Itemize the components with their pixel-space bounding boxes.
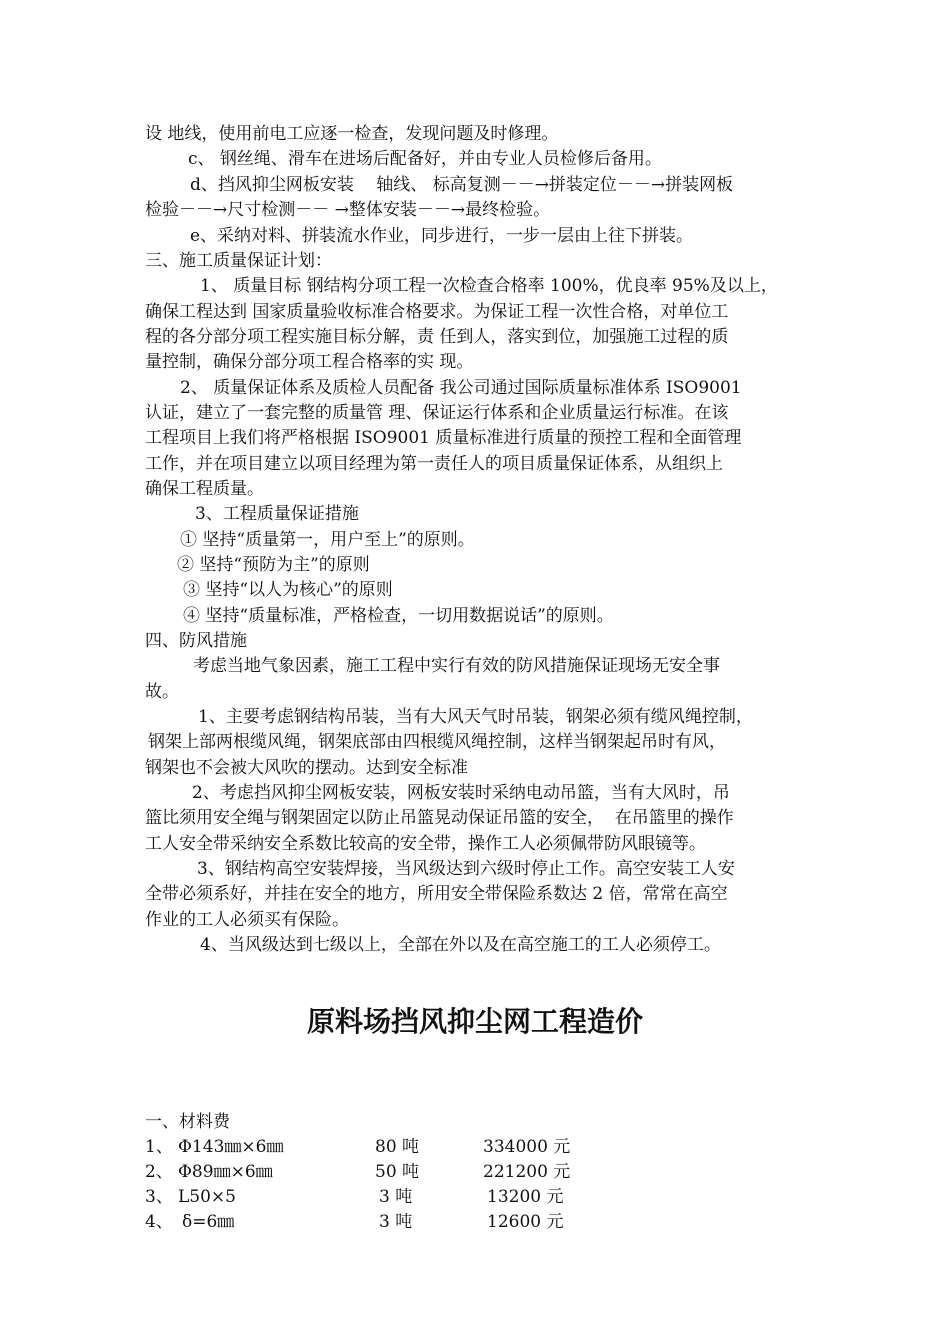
row-price: 12600 元 xyxy=(487,1212,564,1232)
body-line: 1、主要考虑钢结构吊装，当有大风天气时吊装，钢架必须有缆风绳控制， xyxy=(198,707,753,727)
body-line: 作业的工人必须买有保险。 xyxy=(145,910,349,930)
body-line: 3、工程质量保证措施 xyxy=(195,504,359,524)
row-price: 334000 元 xyxy=(483,1137,571,1157)
body-line: 设 地线，使用前电工应逐一检查，发现问题及时修理。 xyxy=(145,124,559,144)
row-spec: L50×5 xyxy=(178,1187,236,1207)
row-price: 221200 元 xyxy=(483,1162,571,1182)
body-line: 考虑当地气象因素，施工工程中实行有效的防风措施保证现场无安全事 xyxy=(193,656,720,676)
list-item: ③ 坚持“以人为核心”的原则 xyxy=(183,580,393,600)
row-spec: δ=6㎜ xyxy=(182,1212,235,1232)
row-quantity: 50 吨 xyxy=(375,1162,420,1182)
body-line: 程的各分部分项工程实施目标分解，责 任到人，落实到位，加强施工过程的质 xyxy=(145,327,729,347)
body-line: 2、 质量保证体系及质检人员配备 我公司通过国际质量标准体系 ISO9001 xyxy=(180,378,742,398)
body-line: 1、 质量目标 钢结构分项工程一次检查合格率 100%，优良率 95%及以上， xyxy=(200,276,778,296)
body-line: 2、考虑挡风抑尘网板安装，网板安装时采纳电动吊篮，当有大风时，吊 xyxy=(192,783,730,803)
body-line: 钢架也不会被大风吹的摆动。达到安全标准 xyxy=(145,758,468,778)
row-price: 13200 元 xyxy=(487,1187,564,1207)
list-item: ② 坚持“预防为主”的原则 xyxy=(177,555,370,575)
body-line: 全带必须系好，并挂在安全的地方，所用安全带保险系数达 2 倍，常常在高空 xyxy=(145,884,728,904)
list-item: ① 坚持“质量第一，用户至上”的原则。 xyxy=(180,530,475,550)
section-heading: 三、施工质量保证计划： xyxy=(145,251,332,271)
list-item: ④ 坚持“质量标准，严格检查，一切用数据说话”的原则。 xyxy=(183,606,614,626)
body-line: 故。 xyxy=(145,682,179,702)
body-line: c、 钢丝绳、滑车在进场后配备好，并由专业人员检修后备用。 xyxy=(188,149,662,169)
row-quantity: 80 吨 xyxy=(375,1137,420,1157)
body-line: 工人安全带采纳安全系数比较高的安全带，操作工人必须佩带防风眼镜等。 xyxy=(145,834,706,854)
row-number: 1、 xyxy=(145,1137,173,1157)
row-number: 4、 xyxy=(145,1212,173,1232)
body-line: d、挡风抑尘网板安装 轴线、 标高复测－－→拼装定位－－→拼装网板 xyxy=(190,175,734,195)
row-spec: Φ89㎜×6㎜ xyxy=(178,1162,273,1182)
row-number: 3、 xyxy=(145,1187,173,1207)
body-line: 检验－－→尺寸检测－－ →整体安装－－→最终检验。 xyxy=(145,200,551,220)
row-quantity: 3 吨 xyxy=(379,1212,413,1232)
body-line: 量控制，确保分部分项工程合格率的实 现。 xyxy=(145,352,474,372)
row-quantity: 3 吨 xyxy=(379,1187,413,1207)
body-line: 工程项目上我们将严格根据 ISO9001 质量标准进行质量的预控工程和全面管理 xyxy=(145,428,742,448)
body-line: 3、钢结构高空安装焊接，当风级达到六级时停止工作。高空安装工人安 xyxy=(197,859,735,879)
section-heading: 四、防风措施 xyxy=(145,631,247,651)
body-line: 工作，并在项目建立以项目经理为第一责任人的项目质量保证体系，从组织上 xyxy=(145,454,723,474)
page-title: 原料场挡风抑尘网工程造价 xyxy=(306,1005,643,1038)
body-line: 4、当风级达到七级以上，全部在外以及在高空施工的工人必须停工。 xyxy=(200,935,721,955)
body-line: 确保工程质量。 xyxy=(145,479,264,499)
row-spec: Φ143㎜×6㎜ xyxy=(178,1137,284,1157)
section-heading: 一、材料费 xyxy=(145,1112,230,1132)
row-number: 2、 xyxy=(145,1162,173,1182)
body-line: e、采纳对料、拼装流水作业，同步进行，一步一层由上往下拼装。 xyxy=(190,226,694,246)
body-line: 确保工程达到 国家质量验收标准合格要求。为保证工程一次性合格，对单位工 xyxy=(145,302,729,322)
body-line: 篮比须用安全绳与钢架固定以防止吊篮晃动保证吊篮的安全， 在吊篮里的操作 xyxy=(145,808,734,828)
body-line: 认证，建立了一套完整的质量管 理、保证运行体系和企业质量运行标准。在该 xyxy=(145,403,729,423)
body-line: 钢架上部两根缆风绳，钢架底部由四根缆风绳控制，这样当钢架起吊时有风， xyxy=(148,732,726,752)
